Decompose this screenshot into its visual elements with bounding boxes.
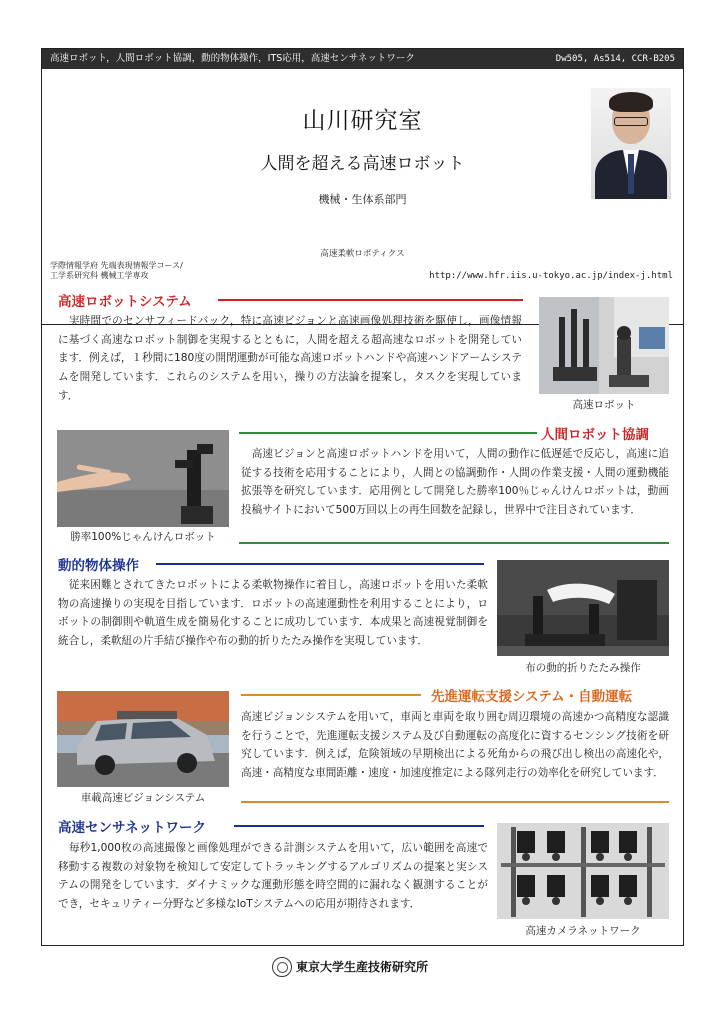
- keywords: 高速ロボット，人間ロボット協調，動的物体操作，ITS応用，高速センサネットワーク: [50, 53, 415, 64]
- section-rule: [218, 299, 523, 301]
- header: [42, 69, 683, 325]
- camera-network-photo: [497, 823, 669, 919]
- vehicle-photo: [57, 691, 229, 787]
- section-text-adas: 高速ビジョンシステムを用いて，車両と車両を取り囲む周辺環境の高速かつ高精度な認識を行うことで，先進運転支援システム及び自動運転の高度化に資するセンシング技術を研究しています．例えば，危険領域の早期検出による死角からの飛び出し検出の高速化や，高速・高精度な車間距離・速度・加速度推定による隊列走行の効率化を研究しています．: [241, 711, 669, 780]
- department: 機械・生体系部門: [318, 193, 407, 206]
- section-title-dynamic-manipulation: 動的物体操作: [58, 558, 139, 574]
- research-field: 高速柔軟ロボティクス: [320, 249, 405, 259]
- section-text-dynamic-manipulation: 従来困難とされてきたロボットによる柔軟物操作に着目し，高速ロボットを用いた柔軟物の高速操りの実現を目指しています．ロボットの高速運動性を利用することにより，ロボットの制御則や軌道生成を簡易化することに成功しています．本成果と高速視覚制御を統合し，柔軟紐の片手結び操作や布の動的折りたたみ操作を実現しています．: [58, 579, 488, 648]
- lab-url-link[interactable]: http://www.hfr.iis.u-tokyo.ac.jp/index-j.html: [429, 271, 673, 281]
- caption-janken-robot: 勝率100%じゃんけんロボット: [70, 531, 216, 543]
- section-title-sensor-network: 高速センサネットワーク: [58, 820, 206, 836]
- page-sheet: [41, 48, 684, 946]
- affiliation-line-2: 工学系研究科 機械工学専攻: [50, 271, 149, 280]
- section-text-human-robot: 高速ビジョンと高速ロボットハンドを用いて，人間の動作に低遅延で反応し，高速に追従する技術を応用することにより，人間との協調動作・人間の作業支援・人間の運動機能拡張等を研究しています．応用例として開発した勝率100％じゃんけんロボットは，動画投稿サイトにおいて500万回以上の再生回数を記録し，世界中で注目されています．: [241, 448, 669, 517]
- cloth-folding-photo: [497, 560, 669, 656]
- caption-cloth-folding: 布の動的折りたたみ操作: [525, 662, 641, 674]
- affiliation: [50, 261, 183, 281]
- section-rule: [239, 542, 669, 544]
- section-rule: [241, 801, 669, 803]
- professor-portrait: [591, 88, 671, 199]
- lab-title: 山川研究室: [302, 108, 423, 134]
- robot-hand-photo: [539, 297, 669, 394]
- section-text-sensor-network: 毎秒1,000枚の高速撮像と画像処理ができる計測システムを用いて，広い範囲を高速で移動する複数の対象物を検知して安定してトラッキングするアルゴリズムの提案と実システムの開発をしています．ダイナミックな運動形態を時空間的に漏れなく観測することができ，セキュリティー分野など多様なIoTシステムへの応用が期待されます．: [58, 842, 488, 911]
- janken-robot-photo: [57, 430, 229, 527]
- caption-vehicle-vision: 車載高速ビジョンシステム: [80, 792, 206, 804]
- room-numbers: Dw505, As514, CCR-B205: [555, 54, 675, 64]
- lab-subtitle: 人間を超える高速ロボット: [260, 154, 465, 174]
- section-rule: [234, 825, 484, 827]
- section-rule: [241, 694, 421, 696]
- section-text-high-speed-robot: 実時間でのセンサフィードバック，特に高速ビジョンと高速画像処理技術を駆使し，画像情報に基づく高速なロボット制御を実現するとともに，人間を超える超高速なロボットを開発しています．例えば，１秒間に180度の開閉運動が可能な高速ロボットハンドや高速ハンドアームシステムを開発しています．これらのシステムを用い，操りの方法論を提案し，タスクを実現しています．: [58, 315, 522, 402]
- section-title-human-robot: 人間ロボット協調: [541, 427, 649, 443]
- section-title-adas: 先進運転支援システム・自動運転: [431, 689, 633, 705]
- section-rule: [239, 432, 537, 434]
- caption-camera-network: 高速カメラネットワーク: [525, 925, 641, 937]
- institute-name: 東京大学生産技術研究所: [295, 960, 428, 974]
- section-title-high-speed-robot: 高速ロボットシステム: [58, 294, 192, 310]
- caption-high-speed-robot: 高速ロボット: [572, 399, 636, 411]
- keyword-bar: [42, 49, 683, 69]
- section-rule: [156, 563, 484, 565]
- affiliation-line-1: 学際情報学府 先端表現情報学コース/: [50, 261, 183, 270]
